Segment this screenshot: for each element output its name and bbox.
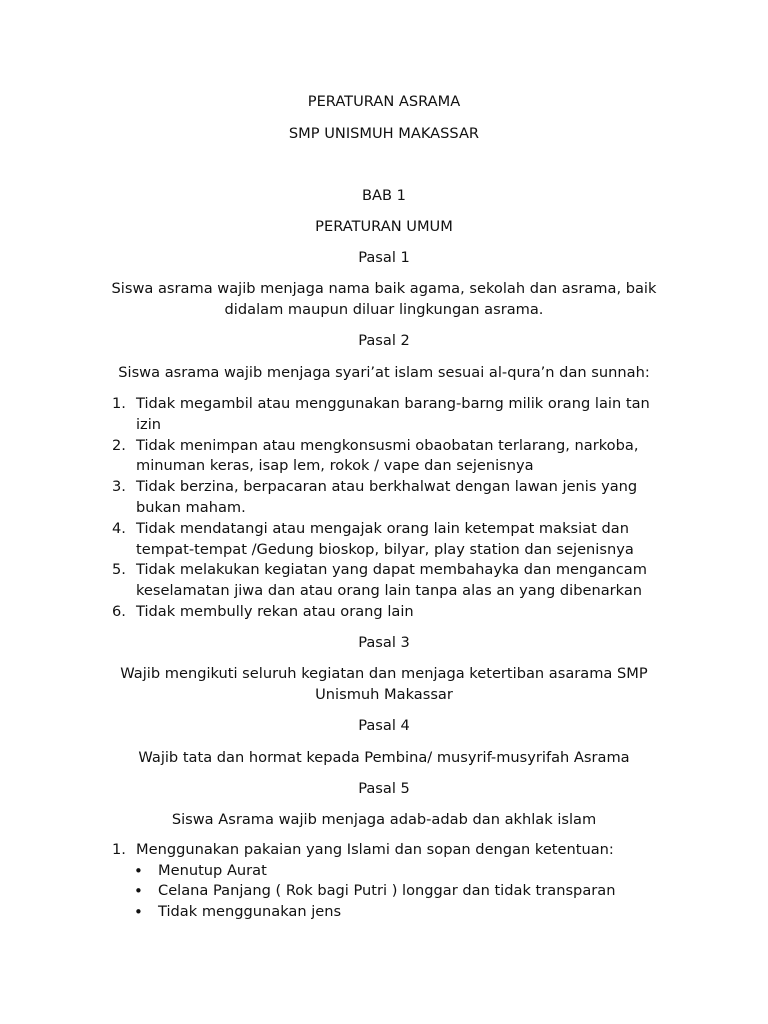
bullet-item: [136, 902, 672, 923]
list-item-text: Menggunakan pakaian yang Islami dan sopan dengan ketentuan:: [136, 841, 614, 858]
bullet-item: [136, 861, 672, 882]
list-item-text: Tidak membully rekan atau orang lain: [136, 602, 414, 620]
pasal-5-intro: Siswa Asrama wajib menjaga adab-adab dan akhlak islam: [171, 811, 597, 828]
list-item-number: 6.: [112, 602, 126, 620]
dress-code-bullets: [136, 861, 672, 923]
list-item-text: Tidak mendatangi atau mengajak orang lain ketempat maksiat dan tempat-tempat /Gedung bioskop, bilyar, play station dan sejenisnya: [136, 519, 634, 558]
list-item-number: 1.: [112, 841, 126, 858]
pasal-5-list: [112, 840, 672, 923]
pasal-2-list: [112, 394, 672, 623]
document-title: PERATURAN ASRAMA: [307, 93, 461, 110]
list-item-text: Tidak megambil atau menggunakan barang-barng milik orang lain tan izin: [136, 395, 650, 433]
list-item: [112, 840, 672, 923]
pasal-4-text: Wajib tata dan hormat kepada Pembina/ musyrif-musyrifah Asrama: [138, 749, 630, 766]
pasal-1-text: Siswa asrama wajib menjaga nama baik agama, sekolah dan asrama, baik didalam maupun diluar lingkungan asrama.: [111, 280, 657, 318]
list-item: [112, 519, 672, 561]
chapter-name: PERATURAN UMUM: [315, 218, 453, 235]
pasal-2-intro: Siswa asrama wajib menjaga syari’at islam sesuai al-qura’n dan sunnah:: [118, 364, 650, 381]
list-item-number: 5.: [112, 561, 126, 579]
list-item: [112, 602, 672, 623]
bullet-text: Menutup Aurat: [158, 861, 267, 879]
pasal-2-heading: Pasal 2: [358, 332, 410, 349]
pasal-4-heading: Pasal 4: [358, 717, 410, 734]
list-item-text: Tidak berzina, berpacaran atau berkhalwat dengan lawan jenis yang bukan maham.: [136, 478, 638, 516]
school-name: SMP UNISMUH MAKASSAR: [288, 125, 480, 142]
bullet-text: Celana Panjang ( Rok bagi Putri ) longgar dan tidak transparan: [158, 882, 616, 900]
pasal-3-text: Wajib mengikuti seluruh kegiatan dan menjaga ketertiban asarama SMP Unismuh Makassar: [120, 665, 648, 703]
list-item: [112, 394, 672, 436]
list-item-number: 1.: [112, 395, 126, 412]
pasal-5-heading: Pasal 5: [358, 780, 410, 797]
chapter-label: BAB 1: [362, 187, 406, 204]
list-item: [112, 477, 672, 519]
bullet-icon: •: [134, 861, 143, 880]
bullet-text: Tidak menggunakan jens: [158, 902, 342, 920]
list-item: [112, 436, 672, 478]
list-item-text: Tidak menimpan atau mengkonsusmi obaobatan terlarang, narkoba, minuman keras, isap lem, rokok / vape dan sejenisnya: [136, 436, 639, 475]
bullet-item: [136, 881, 672, 902]
list-item-number: 4.: [112, 519, 126, 537]
pasal-3-heading: Pasal 3: [358, 634, 410, 651]
list-item: [112, 560, 672, 602]
list-item-text: Tidak melakukan kegiatan yang dapat membahayka dan mengancam keselamatan jiwa dan atau orang lain tanpa alas an yang dibenarkan: [136, 561, 647, 600]
list-item-number: 3.: [112, 478, 126, 496]
bullet-icon: •: [134, 882, 143, 901]
pasal-1-heading: Pasal 1: [358, 249, 410, 266]
list-item-number: 2.: [112, 436, 126, 454]
bullet-icon: •: [134, 902, 143, 921]
